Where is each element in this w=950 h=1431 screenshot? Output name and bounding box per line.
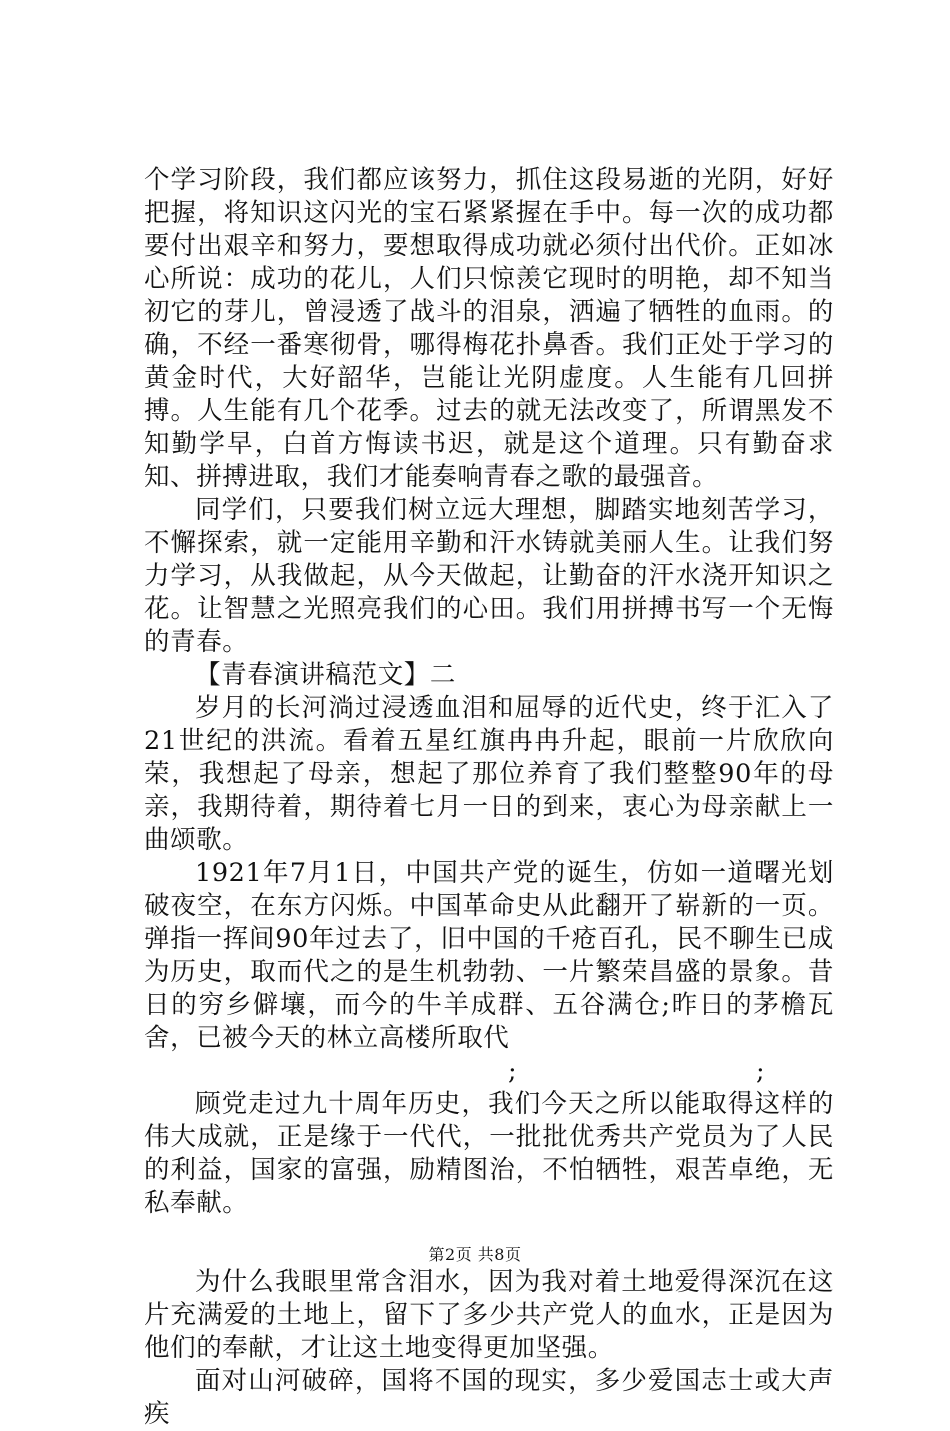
paragraph-3: 岁月的长河淌过浸透血泪和屈辱的近代史，终于汇入了21世纪的洪流。看着五星红旗冉冉升起，眼前一片欣欣向荣，我想起了母亲，想起了那位养育了我们整整90年的母亲，我期待着，期待着七月一日的到来，衷心为母亲献上一曲颂歌。 (144, 693, 834, 855)
paragraph-6: 为什么我眼里常含泪水，因为我对着土地爱得深沉在这片充满爱的土地上，留下了多少共产党人的血水，正是因为他们的奉献，才让这土地变得更加坚强。 (144, 1267, 834, 1363)
paragraph-4: 1921年7月1日，中国共产党的诞生，仿如一道曙光划破夜空，在东方闪烁。中国革命史从此翻开了崭新的一页。弹指一挥间90年过去了，旧中国的千疮百孔，民不聊生已成为历史，取而代之的是生机勃勃、一片繁荣昌盛的景象。昔日的穷乡僻壤，而今的牛羊成群、五谷满仓;昨日的茅檐瓦舍，已被今天的林立高楼所取代 (144, 858, 834, 1053)
paragraph-1: 个学习阶段，我们都应该努力，抓住这段易逝的光阴，好好把握，将知识这闪光的宝石紧紧握在手中。每一次的成功都要付出艰辛和努力，要想取得成功就必须付出代价。正如冰心所说：成功的花儿，人们只惊羡它现时的明艳，却不知当初它的芽儿，曾浸透了战斗的泪泉，洒遍了牺牲的血雨。的确，不经一番寒彻骨，哪得梅花扑鼻香。我们正处于学习的黄金时代，大好韶华，岂能让光阴虚度。人生能有几回拼搏。人生能有几个花季。过去的就无法改变了，所谓黑发不知勤学早，白首方悔读书迟，就是这个道理。只有勤奋求知、拼搏进取，我们才能奏响青春之歌的最强音。 (144, 165, 834, 492)
semicolon-mark-2: ; (756, 1056, 766, 1086)
semicolon-mark-1: ; (508, 1056, 518, 1086)
page-footer: 第2页 共8页 (428, 1245, 522, 1264)
semicolon-line (144, 1055, 834, 1088)
paragraph-2: 同学们，只要我们树立远大理想，脚踏实地刻苦学习，不懈探索，就一定能用辛勤和汗水铸就美丽人生。让我们努力学习，从我做起，从今天做起，让勤奋的汗水浇开知识之花。让智慧之光照亮我们的心田。我们用拼搏书写一个无悔的青春。 (144, 495, 834, 657)
section-heading: 【青春演讲稿范文】二 (195, 660, 457, 690)
paragraph-5: 顾党走过九十周年历史，我们今天之所以能取得这样的伟大成就，正是缘于一代代，一批批优秀共产党员为了人民的利益，国家的富强，励精图治，不怕牺牲，艰苦卓绝，无私奉献。 (144, 1089, 834, 1218)
document-body (144, 164, 834, 1431)
paragraph-7: 面对山河破碎，国将不国的现实，多少爱国志士或大声疾 (144, 1366, 834, 1429)
